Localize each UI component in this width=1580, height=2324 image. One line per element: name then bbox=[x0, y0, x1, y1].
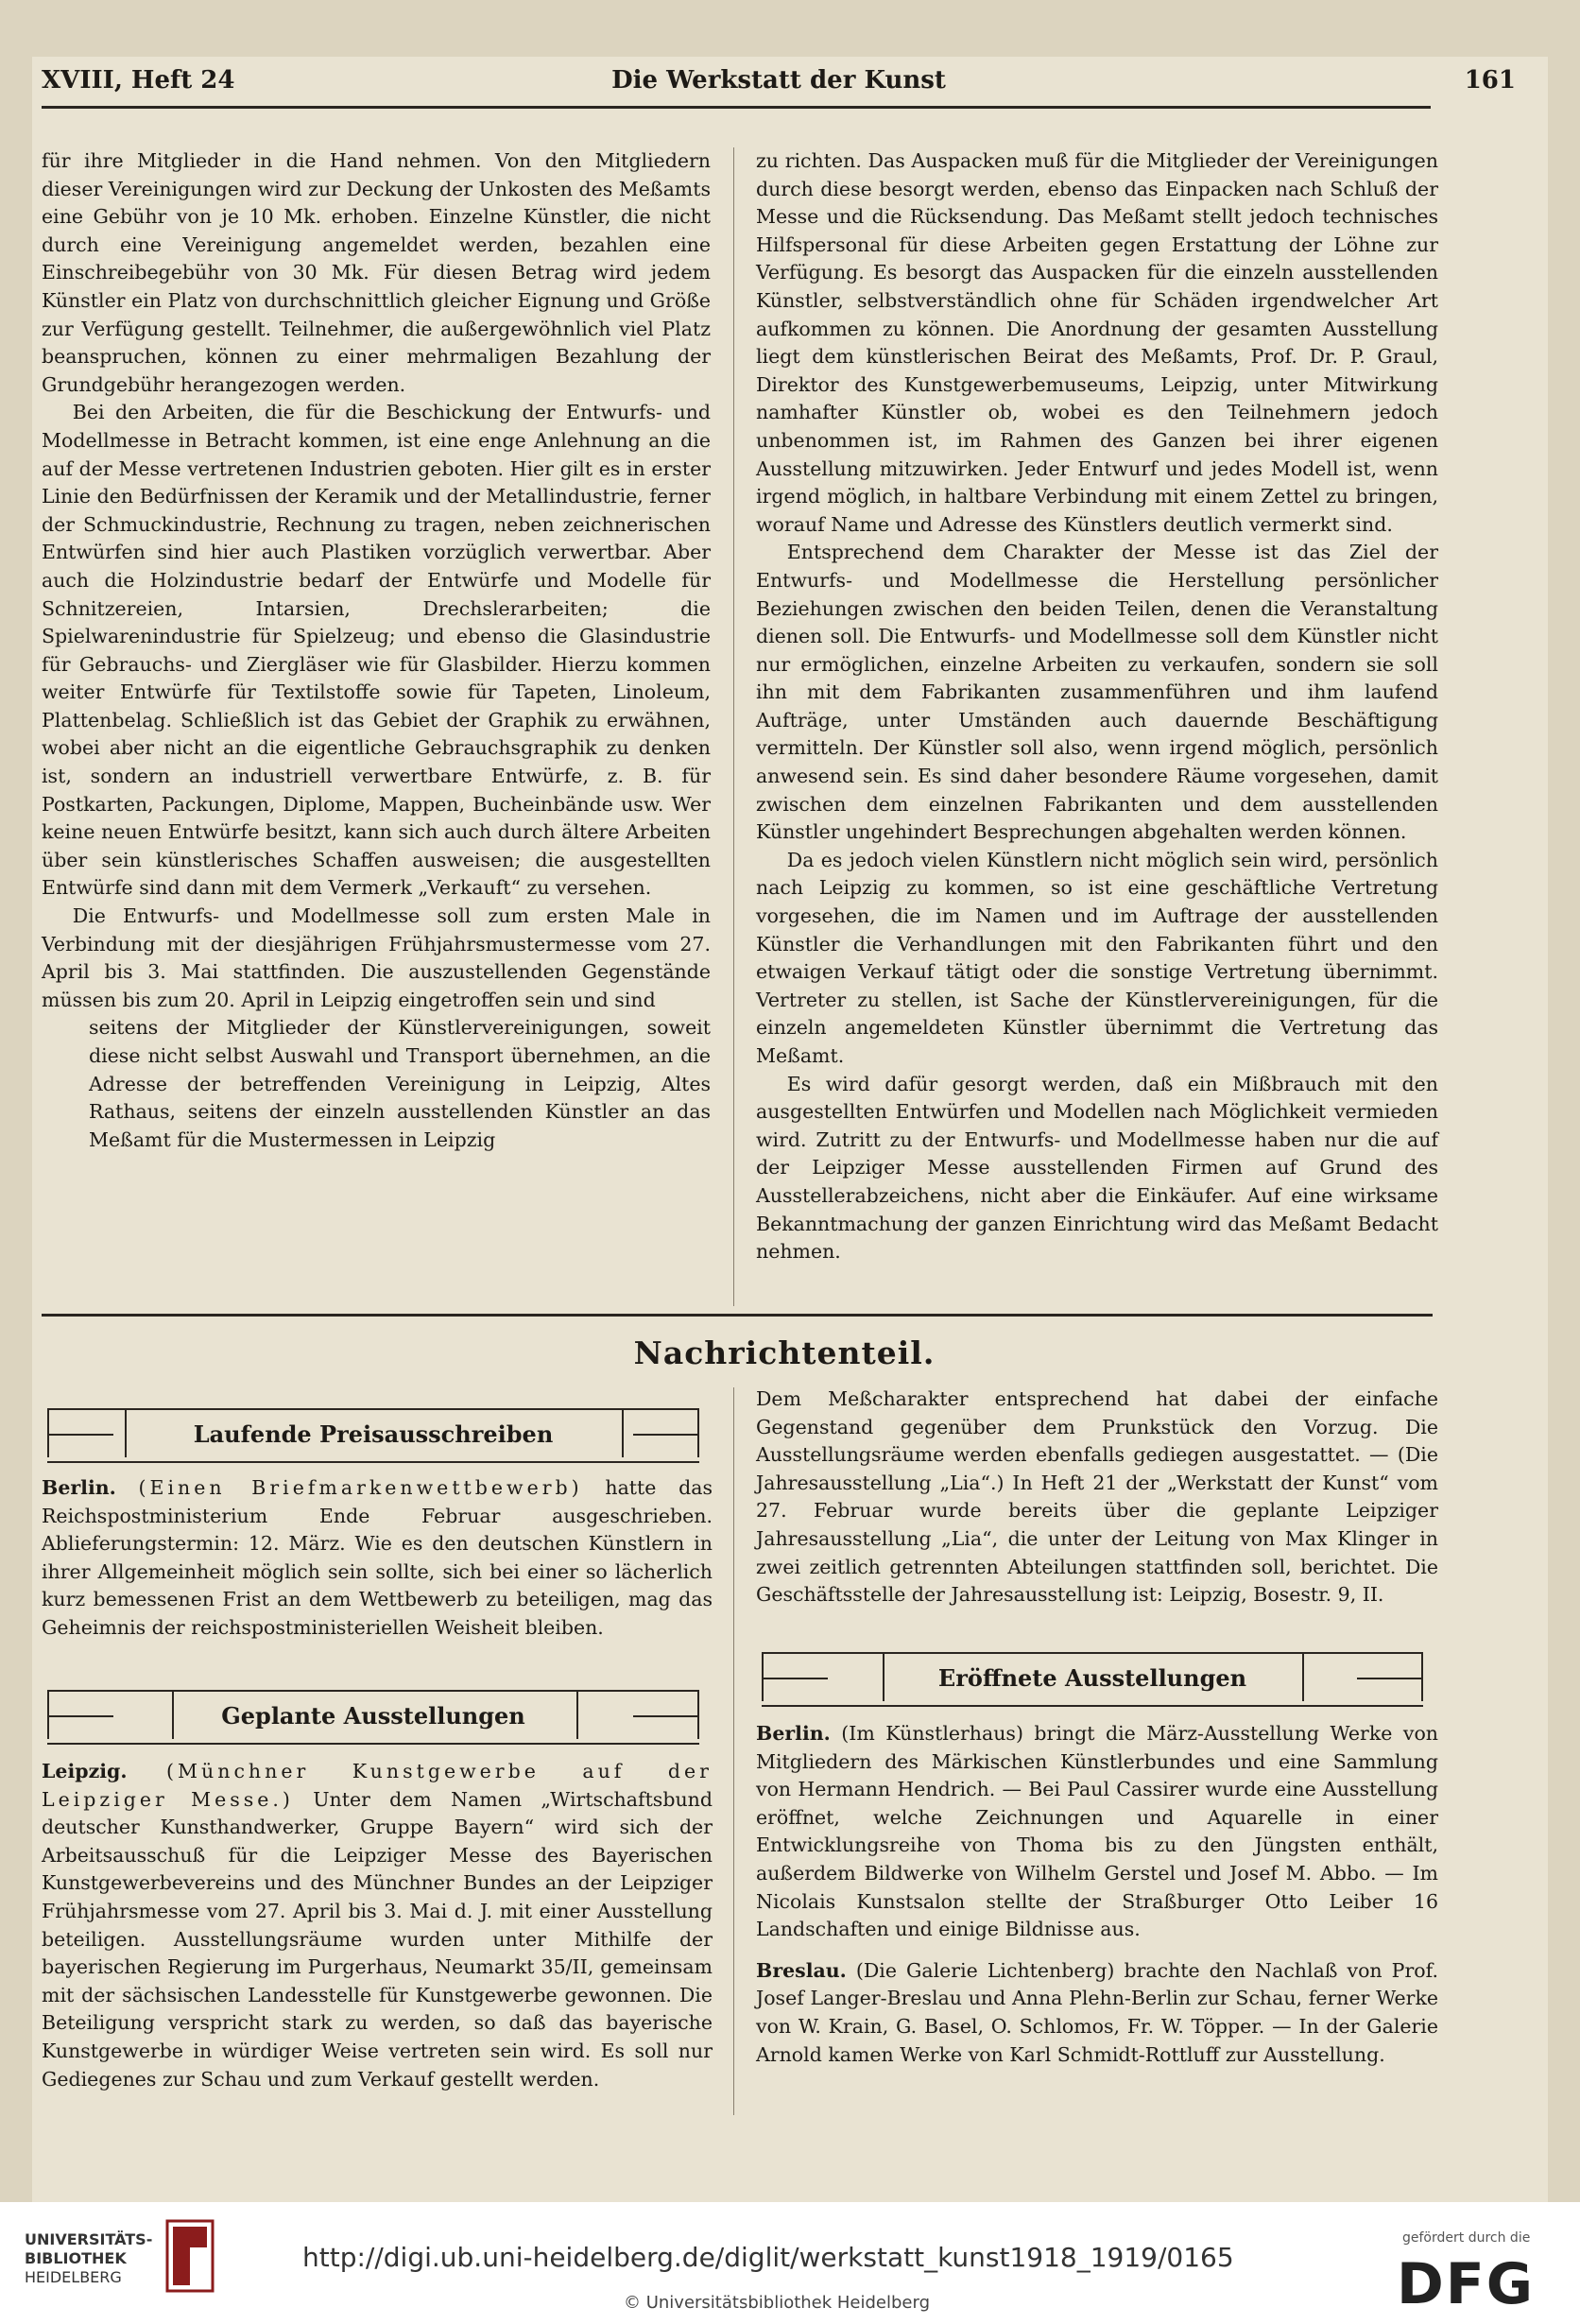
section-heading-label: Laufende Preisausschreiben bbox=[193, 1420, 554, 1448]
section-heading-label: Eröffnete Ausstellungen bbox=[937, 1664, 1247, 1692]
paragraph: Da es jedoch vielen Künstlern nicht möglich sein wird, persönlich nach Leipzig zu kommen, so ist eine geschäftliche Vertretung vorgesehen, die im Namen und im Auftrage der ausstellenden Künstler die Verhandlungen mit den Fabrikanten führt und den etwaigen Verkauf tätigt oder die sonstige Vertretung übernimmt. Vertreter zu stellen, ist Sache der Künstlervereinigungen, für die einzeln angemeldeten Künstler übernimmt die Vertretung das Meßamt. bbox=[756, 848, 1438, 1067]
library-name-line: UNIVERSITÄTS- bbox=[25, 2230, 153, 2248]
funding-note: gefördert durch die bbox=[1402, 2230, 1531, 2246]
section-rule bbox=[42, 1314, 1433, 1317]
column-left bbox=[42, 147, 711, 1154]
item-text: (Im Künstlerhaus) bringt die März-Ausstellung Werke von Mitgliedern des Märkischen Künstlerbundes und eine Sammlung von Hermann Hendrich. — Bei Paul Cassirer wurde eine Ausstellung eröffnet, welche Zeichnungen und Aquarelle in einer Entwicklungsreihe von Thoma bis zu den Jüngsten enthält, außerdem Bildwerke von Wilhelm Gerstel und Josef M. Abbo. — Im Nicolais Kunstsalon stellte der Straßburger Otto Leiber 16 Landschaften und einige Bildnisse aus. bbox=[756, 1722, 1438, 1941]
news-item-berlin-briefmarken bbox=[42, 1474, 713, 1643]
item-title: (Einen Briefmarkenwettbewerb) bbox=[138, 1476, 583, 1499]
page-number: 161 bbox=[1464, 66, 1516, 95]
paragraph: Die Entwurfs- und Modellmesse soll zum ersten Male in Verbindung mit der diesjährigen Frühjahrsmustermesse vom 27. April bis 3. Mai stattfinden. Die auszustellenden Gegenstände müssen bis zum 20. April in Leipzig eingetroffen sein und sind bbox=[42, 904, 711, 1011]
paragraph: zu richten. Das Auspacken muß für die Mitglieder der Vereinigungen durch diese besorgt werden, ebenso das Einpacken nach Schluß der Messe und die Rücksendung. Das Meßamt stellt jedoch technisches Hilfspersonal für diese Arbeiten gegen Erstattung der Löhne zur Verfügung. Es besorgt das Auspacken für die einzeln ausstellenden Künstler, selbstverständlich ohne für Schäden irgendwelcher Art aufkommen zu können. Die Anordnung der gesamten Ausstellung liegt dem künstlerischen Beirat des Meßamts, Prof. Dr. P. Graul, Direktor des Kunstgewerbemuseums, Leipzig, unter Mitwirkung namhafter Künstler ob, wobei es den Teilnehmern jedoch unbenommen ist, im Rahmen des Ganzen bei ihrer eigenen Ausstellung mitzuwirken. Jeder Entwurf und jedes Modell ist, wenn irgend möglich, in haltbare Verbindung mit einem Zettel zu bringen, worauf Name und Adresse des Künstlers deutlich vermerkt sind. bbox=[756, 149, 1438, 536]
library-logo[interactable] bbox=[25, 2230, 166, 2287]
journal-title: Die Werkstatt der Kunst bbox=[611, 66, 946, 95]
item-text: (Die Galerie Lichtenberg) brachte den Nachlaß von Prof. Josef Langer-Breslau und Anna Plehn-Berlin zur Schau, ferner Werke von W. Krain, G. Basel, O. Schlomos, Fr. W. Töpper. — In der Galerie Arnold kamen Werke von Karl Schmidt-Rottluff zur Ausstellung. bbox=[756, 1958, 1438, 2066]
paragraph: für ihre Mitglieder in die Hand nehmen. Von den Mitgliedern dieser Vereinigungen wird zur Deckung der Unkosten des Meßamts eine Gebühr von je 10 Mk. erhoben. Einzelne Künstler, die nicht durch eine Vereinigung angemeldet werden, bezahlen eine Einschreibegebühr von 30 Mk. Für diesen Betrag wird jedem Künstler ein Platz von durchschnittlich gleicher Eignung und Größe zur Verfügung gestellt. Teilnehmer, die außergewöhnlich viel Platz beanspruchen, können zu einer mehrmaligen Bezahlung der Grundgebühr herangezogen werden. bbox=[42, 149, 711, 396]
item-text: hatte das Reichspostministerium Ende Februar ausgeschrieben. Ablieferungstermin: 12. März. Wie es den deutschen Künstlern in ihrer Allgemeinheit möglich sein sollte, sich bei einer so lächerlich kurz bemessenen Frist an dem Wettbewerb zu beteiligen, mag das Geheimnis der reichspostministeriellen Weisheit bleiben. bbox=[42, 1476, 713, 1639]
place-label: Berlin. bbox=[42, 1476, 116, 1499]
section-heading-label: Geplante Ausstellungen bbox=[221, 1702, 525, 1730]
section-heading-preisausschreiben bbox=[47, 1408, 699, 1463]
paragraph: Bei den Arbeiten, die für die Beschickung der Entwurfs- und Modellmesse in Betracht kommen, ist eine enge Anlehnung an die auf der Messe vertretenen Industrien geboten. Hier gilt es in erster Linie den Bedürfnissen der Keramik und der Metallindustrie, ferner der Schmuckindustrie, Rechnung zu tragen, neben zeichnerischen Entwürfen sind hier auch Plastiken vorzüglich verwertbar. Aber auch die Holzindustrie bedarf der Entwürfe und Modelle für Schnitzereien, Intarsien, Drechslerarbeiten; die Spielwarenindustrie für Spielzeug; und ebenso die Glasindustrie für Gebrauchs- und Ziergläser wie für Glasbilder. Hierzu kommen weiter Entwürfe für Textilstoffe sowie für Tapeten, Linoleum, Plattenbelag. Schließlich ist das Gebiet der Graphik zu erwähnen, wobei aber nicht an die eigentliche Gebrauchsgraphik zu denken ist, sondern an industriell verwertbare Entwürfe, z. B. für Postkarten, Packungen, Diplome, Mappen, Bucheinbände usw. Wer keine neuen Entwürfe besitzt, kann sich auch durch ältere Arbeiten über sein künstlerisches Schaffen ausweisen; die ausgestellten Entwürfe sind dann mit dem Vermerk „Verkauft“ zu versehen. bbox=[42, 401, 711, 900]
news-item-continued bbox=[756, 1386, 1438, 1610]
news-section-title: Nachrichtenteil. bbox=[633, 1334, 936, 1371]
news-item-leipzig bbox=[42, 1758, 713, 2093]
copyright-note: © Universitätsbibliothek Heidelberg bbox=[624, 2293, 931, 2313]
news-item-breslau bbox=[756, 1957, 1438, 2069]
permalink-link[interactable]: http://digi.ub.uni-heidelberg.de/diglit/werkstatt_kunst1918_1919/0165 bbox=[302, 2242, 1234, 2273]
item-text: Unter dem Namen „Wirtschaftsbund deutscher Kunsthandwerker, Gruppe Bayern“ wird sich der Arbeitsausschuß für die Leipziger Messe des Bayerischen Kunstgewerbevereins und des Münchner Bundes an der Leipziger Frühjahrsmesse vom 27. April bis 3. Mai d. J. mit einer Ausstellung beteiligen. Ausstellungsräume wurden unter Mithilfe der bayerischen Regierung im Purgerhaus, Neumarkt 35/II, gemeinsam mit der sächsischen Landesstelle für Kunstgewerbe gewonnen. Die Beteiligung verspricht stark zu werden, so daß das bayerische Kunstgewerbe in würdiger Weise vertreten sein wird. Es soll nur Gediegenes zur Schau und zum Verkauf gestellt werden. bbox=[42, 1787, 713, 2091]
paragraph: Es wird dafür gesorgt werden, daß ein Mißbrauch mit den ausgestellten Entwürfen und Modellen nach Möglichkeit vermieden wird. Zutritt zu der Entwurfs- und Modellmesse haben nur die auf der Leipziger Messe ausstellenden Firmen auf Grund des Ausstellerabzeichens, nicht aber die Einkäufer. Auf eine wirksame Bekanntmachung der ganzen Einrichtung wird das Meßamt Bedacht nehmen. bbox=[756, 1072, 1438, 1264]
column-divider bbox=[733, 147, 734, 1306]
dfg-logo[interactable]: DFG bbox=[1397, 2251, 1536, 2317]
header-rule bbox=[42, 106, 1431, 109]
library-name-line: HEIDELBERG bbox=[25, 2268, 122, 2286]
page-header bbox=[42, 66, 1516, 112]
column-divider bbox=[733, 1387, 734, 2115]
issue-label: XVIII, Heft 24 bbox=[42, 66, 235, 95]
section-heading-eroeffnet bbox=[762, 1652, 1423, 1707]
news-list-eroeffnet bbox=[756, 1720, 1438, 2069]
library-name-line: BIBLIOTHEK bbox=[25, 2249, 127, 2267]
column-right bbox=[756, 147, 1438, 1266]
indented-paragraph: seitens der Mitglieder der Künstlervereinigungen, soweit diese nicht selbst Auswahl und Transport übernehmen, an die Adresse der betreffenden Vereinigung in Leipzig, Altes Rathaus, seitens der einzeln ausstellenden Künstler an das Meßamt für die Mustermessen in Leipzig bbox=[89, 1016, 711, 1151]
place-label: Breslau. bbox=[756, 1958, 847, 1982]
paragraph: Entsprechend dem Charakter der Messe ist das Ziel der Entwurfs- und Modellmesse die Herstellung persönlicher Beziehungen zwischen den beiden Teilen, denen die Veranstaltung dienen soll. Die Entwurfs- und Modellmesse soll dem Künstler nicht nur ermöglichen, einzelne Arbeiten zu verkaufen, sondern sie soll ihn mit dem Fabrikanten zusammenführen und ihm laufend Aufträge, unter Umständen auch dauernde Beschäftigung vermitteln. Der Künstler soll also, wenn irgend möglich, persönlich anwesend sein. Es sind daher besondere Räume vorgesehen, damit zwischen dem einzelnen Fabrikanten und dem ausstellenden Künstler ungehindert Besprechungen abgehalten werden können. bbox=[756, 541, 1438, 844]
item-text: Dem Meßcharakter entsprechend hat dabei der einfache Gegenstand gegenüber dem Prunkstück den Vorzug. Die Ausstellungsräume werden ebenfalls gediegen ausgestattet. — (Die Jahresausstellung „Lia“.) In Heft 21 der „Werkstatt der Kunst“ vom 27. Februar wurde bereits über die geplante Leipziger Jahresausstellung „Lia“, die unter der Leitung von Max Klinger in zwei zeitlich getrennten Abteilungen stattfinden soll, berichtet. Die Geschäftsstelle der Jahresausstellung ist: Leipzig, Bosestr. 9, II. bbox=[756, 1387, 1438, 1607]
place-label: Leipzig. bbox=[42, 1760, 128, 1782]
news-item-berlin bbox=[756, 1720, 1438, 1944]
section-heading-geplant bbox=[47, 1690, 699, 1745]
viewer-footer bbox=[0, 2202, 1580, 2324]
library-emblem-icon bbox=[165, 2219, 215, 2293]
place-label: Berlin. bbox=[756, 1722, 831, 1745]
item-title: (Münchner Kunstgewerbe auf der Leipziger Messe.) bbox=[42, 1760, 713, 1811]
